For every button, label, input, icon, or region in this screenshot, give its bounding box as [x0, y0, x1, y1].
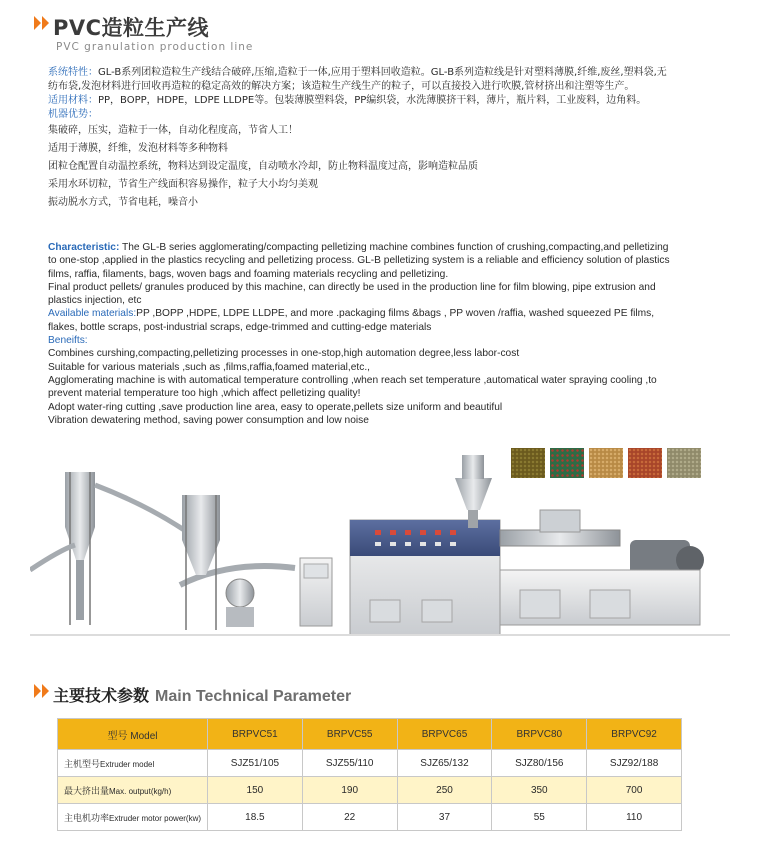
en-final-product: Final product pellets/ granules produced by this machine, can directly be used in the production line for film blowing, pipe extrusion and plastics injection, etc — [48, 281, 656, 307]
table-cell: 190 — [302, 777, 397, 804]
table-cell: 18.5 — [208, 804, 303, 831]
cn-features-label: 系统特性： — [48, 67, 98, 78]
cn-advantage-item: 集破碎，压实，造粒于一体，自动化程度高，节省人工！ — [48, 125, 298, 136]
en-characteristic-label: Characteristic: — [48, 242, 120, 253]
page-subtitle: PVC granulation production line — [56, 41, 254, 53]
en-characteristic-text: The GL-B series agglomerating/compacting pelletizing machine combines function of crushing,compacting,and pelletizing to one-stop ,applied in the plastics recycling and pelletizing process. GL-B pelletizing system is a reliable and efficiency solution of plastics films, raffia, filaments, bags, woven bags and foaming materials recycling and pelletizing. — [48, 242, 670, 280]
en-materials-label: Available materials: — [48, 308, 137, 320]
table-row — [58, 804, 682, 831]
cn-materials-label: 适用材料： — [48, 95, 98, 106]
table-row — [58, 777, 682, 804]
parameter-table — [57, 718, 682, 831]
row-label-zh: 最大挤出量 — [64, 785, 110, 796]
row-label-en: Extruder model — [100, 759, 155, 769]
model-header: BRPVC65 — [397, 719, 492, 750]
row-label — [58, 777, 208, 804]
cn-description — [48, 66, 670, 212]
cn-advantage-item: 采用水环切粒，节省生产线面积容易操作，粒子大小均匀美观 — [48, 179, 318, 190]
table-cell: SJZ51/105 — [208, 750, 303, 777]
cn-features — [48, 66, 670, 94]
table-header-label: 型号 Model — [58, 719, 208, 750]
cn-advantages-label: 机器优势： — [48, 109, 98, 120]
table-cell: 110 — [587, 804, 682, 831]
table-cell: SJZ55/110 — [302, 750, 397, 777]
cn-features-text: GL-B系列团粒造粒生产线结合破碎,压缩,造粒于一体,应用于塑料回收造粒。GL-B系列造粒线是针对塑料薄膜,纤维,废丝,塑料袋,无纺布袋,发泡材料进行回收再造粒的稳定高效的解决方案；该造粒生产线生产的粒子，可以直接投入进行吹膜,管材挤出和注塑等生产。 — [48, 67, 667, 92]
row-label — [58, 750, 208, 777]
table-cell: 150 — [208, 777, 303, 804]
row-label-zh: 主电机功率 — [64, 812, 110, 823]
en-characteristic — [48, 241, 670, 281]
cn-materials — [48, 94, 670, 108]
table-cell: 250 — [397, 777, 492, 804]
en-benefits-label: Beneifts: — [48, 335, 88, 347]
cn-advantage-item: 振动脱水方式，节省电耗，噪音小 — [48, 197, 198, 208]
chevron-right-icon — [34, 16, 49, 30]
en-materials — [48, 307, 670, 334]
en-benefit-item: Suitable for various materials ,such as ,films,raffia,foamed material,etc., — [48, 361, 370, 373]
table-cell: SJZ80/156 — [492, 750, 587, 777]
table-cell: SJZ65/132 — [397, 750, 492, 777]
cn-materials-text: PP，BOPP，HDPE，LDPE LLDPE等。包装薄膜塑料袋，PP编织袋，水洗薄膜挤干料，薄片，瓶片料，工业废料，边角料。 — [98, 95, 647, 106]
model-header: BRPVC51 — [208, 719, 303, 750]
en-benefit-item: Vibration dewatering method, saving power consumption and low noise — [48, 414, 369, 426]
row-label-zh: 主机型号 — [64, 758, 101, 769]
chevron-right-icon — [34, 684, 49, 698]
en-benefit-item: Agglomerating machine is with automatical temperature controlling ,when reach set temperature ,automatical water spraying cooling ,to prevent material temperature too high ,which affect pelletizing quality! — [48, 374, 657, 400]
table-cell: 350 — [492, 777, 587, 804]
table-cell: 55 — [492, 804, 587, 831]
production-line-image — [30, 450, 730, 660]
row-label-en: Extruder motor power(kw) — [109, 813, 202, 823]
model-header: BRPVC92 — [587, 719, 682, 750]
en-benefit-item: Adopt water-ring cutting ,save production line area, easy to operate,pellets size uniform and beautiful — [48, 401, 503, 413]
params-title-cn: 主要技术参数 — [53, 686, 150, 705]
table-cell: 22 — [302, 804, 397, 831]
table-row — [58, 750, 682, 777]
table-cell: SJZ92/188 — [587, 750, 682, 777]
table-cell: 700 — [587, 777, 682, 804]
table-header-row — [58, 719, 682, 750]
table-cell: 37 — [397, 804, 492, 831]
cn-advantage-item: 团粒仓配置自动温控系统，物料达到设定温度，自动喷水冷却，防止物料温度过高，影响造粒品质 — [48, 161, 478, 172]
params-title-en: Main Technical Parameter — [155, 688, 352, 705]
params-section-title — [53, 683, 351, 706]
model-header: BRPVC80 — [492, 719, 587, 750]
model-header: BRPVC55 — [302, 719, 397, 750]
row-label-en: Max. output(kg/h) — [109, 786, 172, 796]
en-description — [48, 241, 670, 427]
cn-advantage-item: 适用于薄膜，纤维，发泡材料等多种物料 — [48, 143, 228, 154]
en-materials-text: PP ,BOPP ,HDPE, LDPE LLDPE, and more .packaging films &bags , PP woven /raffia, washed squeezed PE films, flakes, bottle scraps, post-industrial scraps, edge-trimmed and cutting-edge materials — [48, 308, 655, 333]
row-label — [58, 804, 208, 831]
page-title: PVC造粒生产线 — [53, 16, 210, 40]
en-benefit-item: Combines curshing,compacting,pelletizing processes in one-stop,high automation degree,less labor-cost — [48, 348, 520, 360]
